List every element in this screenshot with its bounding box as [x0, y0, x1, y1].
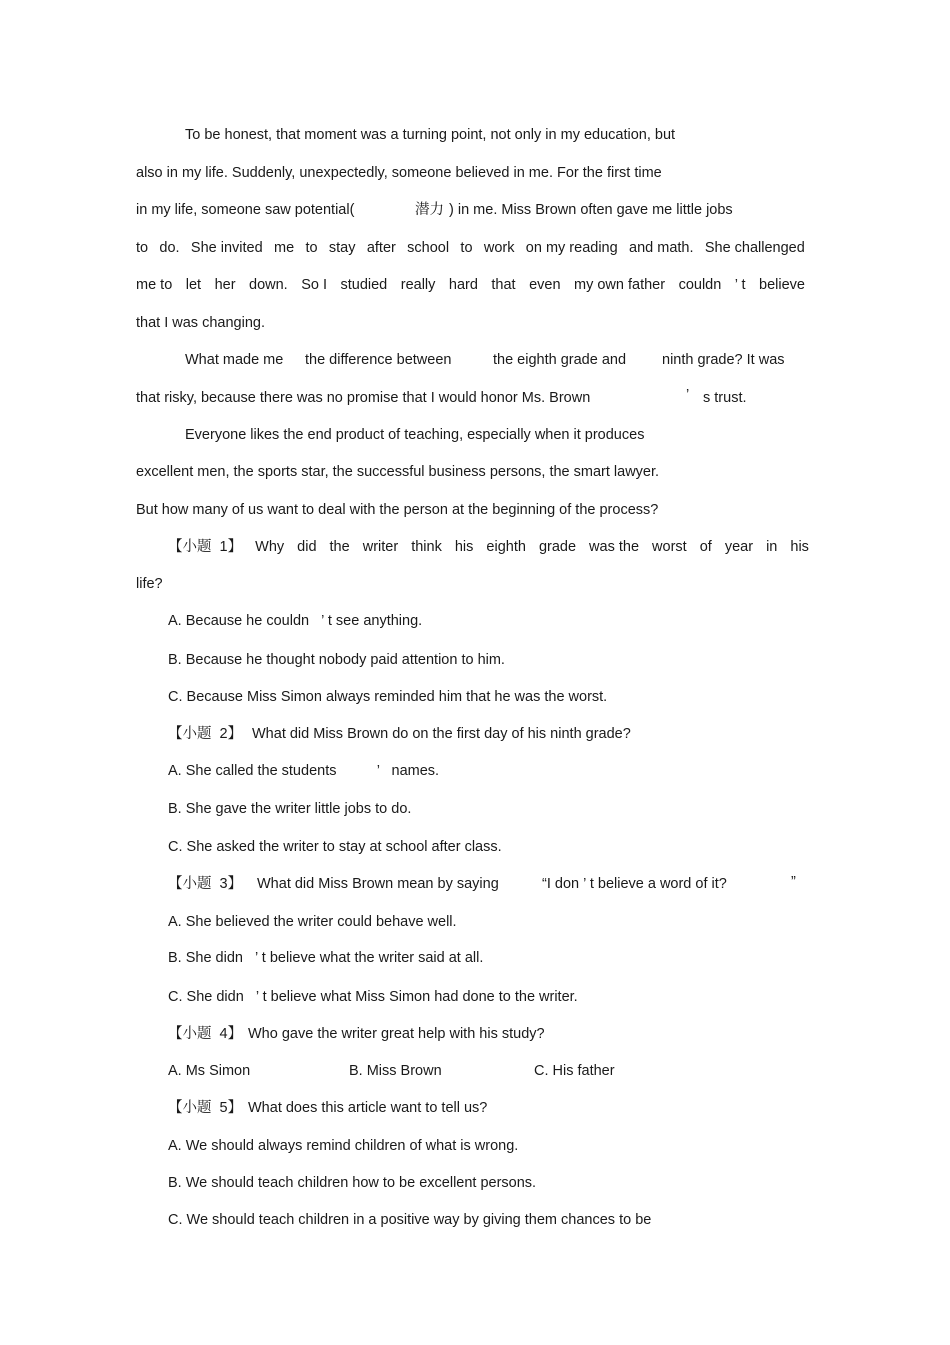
question-3-tag: 【小题 3】: [168, 876, 243, 892]
word: did: [297, 539, 317, 555]
question-4-tag: 【小题 4】: [168, 1026, 243, 1042]
p3-line-1: Everyone likes the end product of teaching, especially when it produces: [185, 427, 645, 443]
question-2-option-c: C. She asked the writer to stay at school after class.: [168, 839, 502, 855]
word: She challenged: [704, 240, 805, 256]
p2-line-1-part4: ninth grade? It was: [662, 352, 785, 368]
word: her: [214, 277, 236, 293]
p1-line-3-chinese: 潜力: [415, 202, 444, 218]
word: me: [274, 240, 295, 256]
word: the: [329, 539, 350, 555]
question-1-option-c: C. Because Miss Simon always reminded him that he was the worst.: [168, 689, 608, 705]
word: that: [491, 277, 516, 293]
question-5-text: What does this article want to tell us?: [248, 1100, 488, 1116]
p2-line-2b: s trust.: [703, 390, 747, 406]
p1-line-5: [136, 276, 805, 294]
question-1-line: [168, 538, 809, 556]
word: on my reading: [525, 240, 618, 256]
question-4-option-c: C. His father: [534, 1063, 615, 1079]
question-5-tag: 【小题 5】: [168, 1100, 243, 1116]
word: to: [305, 240, 318, 256]
word: She invited: [190, 240, 263, 256]
p1-line-3b: ) in me. Miss Brown often gave me little jobs: [449, 202, 733, 218]
word: worst: [652, 539, 687, 555]
word: writer: [362, 539, 399, 555]
word: grade: [538, 539, 577, 555]
question-3-option-a: A. She believed the writer could behave well.: [168, 914, 457, 930]
p3-line-2: excellent men, the sports star, the successful business persons, the smart lawyer.: [136, 464, 660, 480]
word: me to: [136, 277, 173, 293]
word: think: [411, 539, 442, 555]
word: So I: [301, 277, 327, 293]
word: ’ t: [734, 277, 746, 293]
question-4-option-b: B. Miss Brown: [349, 1063, 442, 1079]
word: down.: [249, 277, 288, 293]
word: eighth: [486, 539, 526, 555]
word: year: [724, 539, 754, 555]
question-tag: 【小题 1】: [168, 539, 243, 555]
question-1-continuation: life?: [136, 576, 163, 592]
word: and math.: [629, 240, 694, 256]
p1-line-2: also in my life. Suddenly, unexpectedly, someone believed in me. For the first time: [136, 165, 662, 181]
p1-line-4: [136, 239, 805, 257]
word: Why: [255, 539, 285, 555]
p2-line-1-part3: the eighth grade and: [493, 352, 627, 368]
question-2-tag: 【小题 2】: [168, 726, 243, 742]
question-2-option-b: B. She gave the writer little jobs to do.: [168, 801, 412, 817]
word: really: [400, 277, 436, 293]
p1-line-3a: in my life, someone saw potential(: [136, 202, 355, 218]
word: school: [407, 240, 450, 256]
question-5-option-a: A. We should always remind children of what is wrong.: [168, 1138, 519, 1154]
question-4-option-a: A. Ms Simon: [168, 1063, 251, 1079]
word: to: [460, 240, 473, 256]
p3-line-3: But how many of us want to deal with the person at the beginning of the process?: [136, 502, 659, 518]
question-3-option-b: B. She didn ’ t believe what the writer said at all.: [168, 950, 484, 966]
word: hard: [448, 277, 478, 293]
word: was the: [589, 539, 640, 555]
word: work: [483, 240, 515, 256]
word: in: [766, 539, 778, 555]
p2-line-2a: that risky, because there was no promise that I would honor Ms. Brown: [136, 390, 591, 406]
question-2-option-a: A. She called the students ’ names.: [168, 763, 440, 779]
word: do.: [159, 240, 180, 256]
question-4-text: Who gave the writer great help with his study?: [248, 1026, 545, 1042]
word: couldn: [678, 277, 722, 293]
question-3-close-quote: ”: [791, 874, 796, 890]
question-3-option-c: C. She didn ’ t believe what Miss Simon had done to the writer.: [168, 989, 578, 1005]
word: his: [454, 539, 474, 555]
question-3-quote: “I don ’ t believe a word of it?: [542, 876, 727, 892]
word: to: [136, 240, 149, 256]
p1-line-6: that I was changing.: [136, 315, 265, 331]
p1-line-1: To be honest, that moment was a turning point, not only in my education, but: [185, 127, 676, 143]
question-1-option-b: B. Because he thought nobody paid attention to him.: [168, 652, 505, 668]
word: even: [529, 277, 561, 293]
p2-line-1-part1: What made me: [185, 352, 284, 368]
p2-line-2-apostrophe: ’: [686, 387, 690, 403]
question-5-option-c: C. We should teach children in a positive way by giving them chances to be: [168, 1212, 652, 1228]
word: stay: [328, 240, 356, 256]
question-5-option-b: B. We should teach children how to be excellent persons.: [168, 1175, 537, 1191]
word: my own father: [574, 277, 666, 293]
word: after: [366, 240, 396, 256]
word: studied: [340, 277, 388, 293]
word: his: [790, 539, 809, 555]
question-1-option-a: A. Because he couldn ’ t see anything.: [168, 613, 423, 629]
word: let: [185, 277, 202, 293]
word: believe: [759, 277, 805, 293]
word: of: [699, 539, 712, 555]
question-2-text: What did Miss Brown do on the first day of his ninth grade?: [252, 726, 631, 742]
p2-line-1-part2: the difference between: [305, 352, 452, 368]
question-3-text: What did Miss Brown mean by saying: [257, 876, 499, 892]
